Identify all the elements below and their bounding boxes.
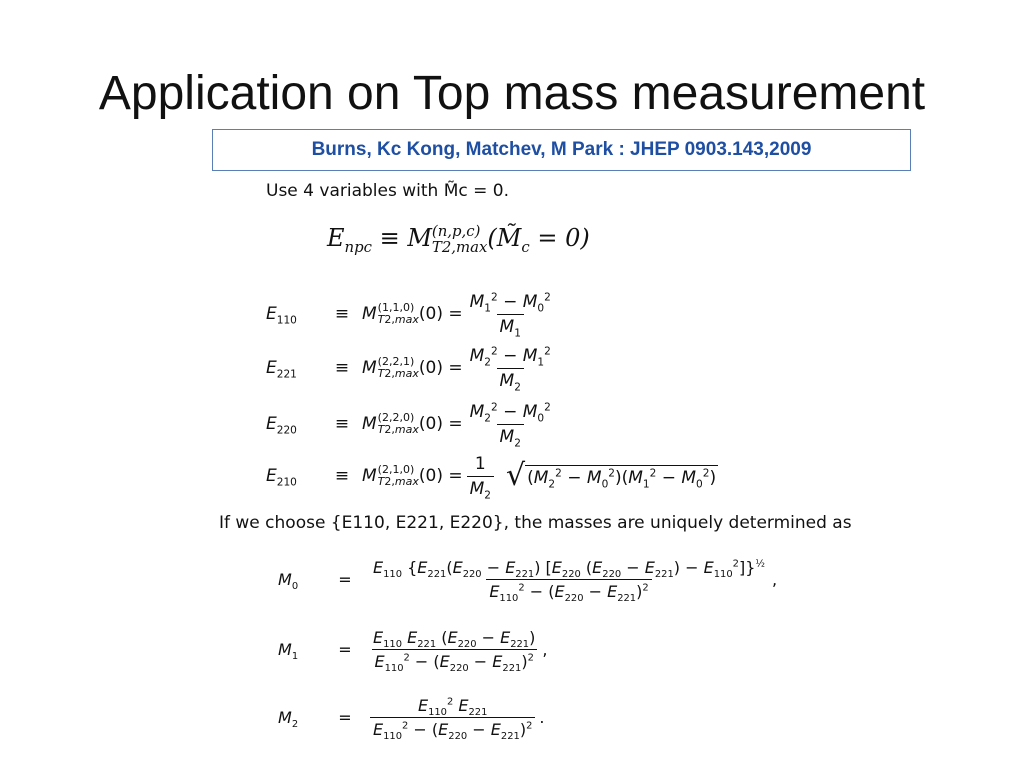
- intro-text-content: Use 4 variables with M̃c = 0.: [266, 181, 509, 201]
- intro-text: [266, 181, 509, 201]
- equation-e210: $E_{210}$ ≡ M (2,1,0) T2,max (0) = $\frac{1}{M_2}$ √ $(M_2^2 - M_0^2)(M_1^2 - M_0^2)$: [266, 453, 717, 501]
- solution-m1: $M_1$ = $\frac{E_{110} E_{221} (E_{220} - E_{221})}{E_{110}^2 - (E_{220} - E_{221})^2}$ ,: [278, 628, 548, 675]
- slide-title: Application on Top mass measurement: [98, 67, 926, 120]
- solution-m2: $M_2$ = $\frac{E_{110}^2 E_{221}}{E_{110}^2 - (E_{220} - E_{221})^2}$ .: [278, 696, 545, 743]
- definition-equation: [327, 224, 590, 256]
- equation-e220: $E_{220}$ ≡ M (2,2,0) T2,max (0) = $\frac{M_2^2 - M_0^2}{M_2}$: [266, 400, 551, 449]
- equation-e221: $E_{221}$ ≡ M (2,2,1) T2,max (0) = $\frac{M_2^2 - M_1^2}{M_2}$: [266, 344, 551, 393]
- choose-text-content: If we choose {E110, E221, E220}, the masses are uniquely determined as: [219, 513, 852, 533]
- solution-m0: $M_0$ = $\frac{E_{110} \{E_{221}(E_{220} - E_{221}) [E_{220} (E_{220} - E_{221}) - E_{110}^2]\}^{\frac{1}{2}}}{E_{110}^2 - (E_{220} - E_{221})^2}$ ,: [278, 558, 778, 605]
- definition-rendered: $E_{npc} \equiv M$ (n,p,c) T2,max $(M̃_c = 0)$: [327, 222, 590, 256]
- equation-lhs: $E_{110}$: [266, 304, 297, 327]
- equation-e110: $E_{110}$ ≡ M (1,1,0) T2,max (0) = $\frac{M_1^2 - M_0^2}{M_1}$: [266, 290, 551, 339]
- choose-text: [219, 513, 852, 533]
- citation-box: Burns, Kc Kong, Matchev, M Park : JHEP 0903.143,2009: [212, 129, 911, 171]
